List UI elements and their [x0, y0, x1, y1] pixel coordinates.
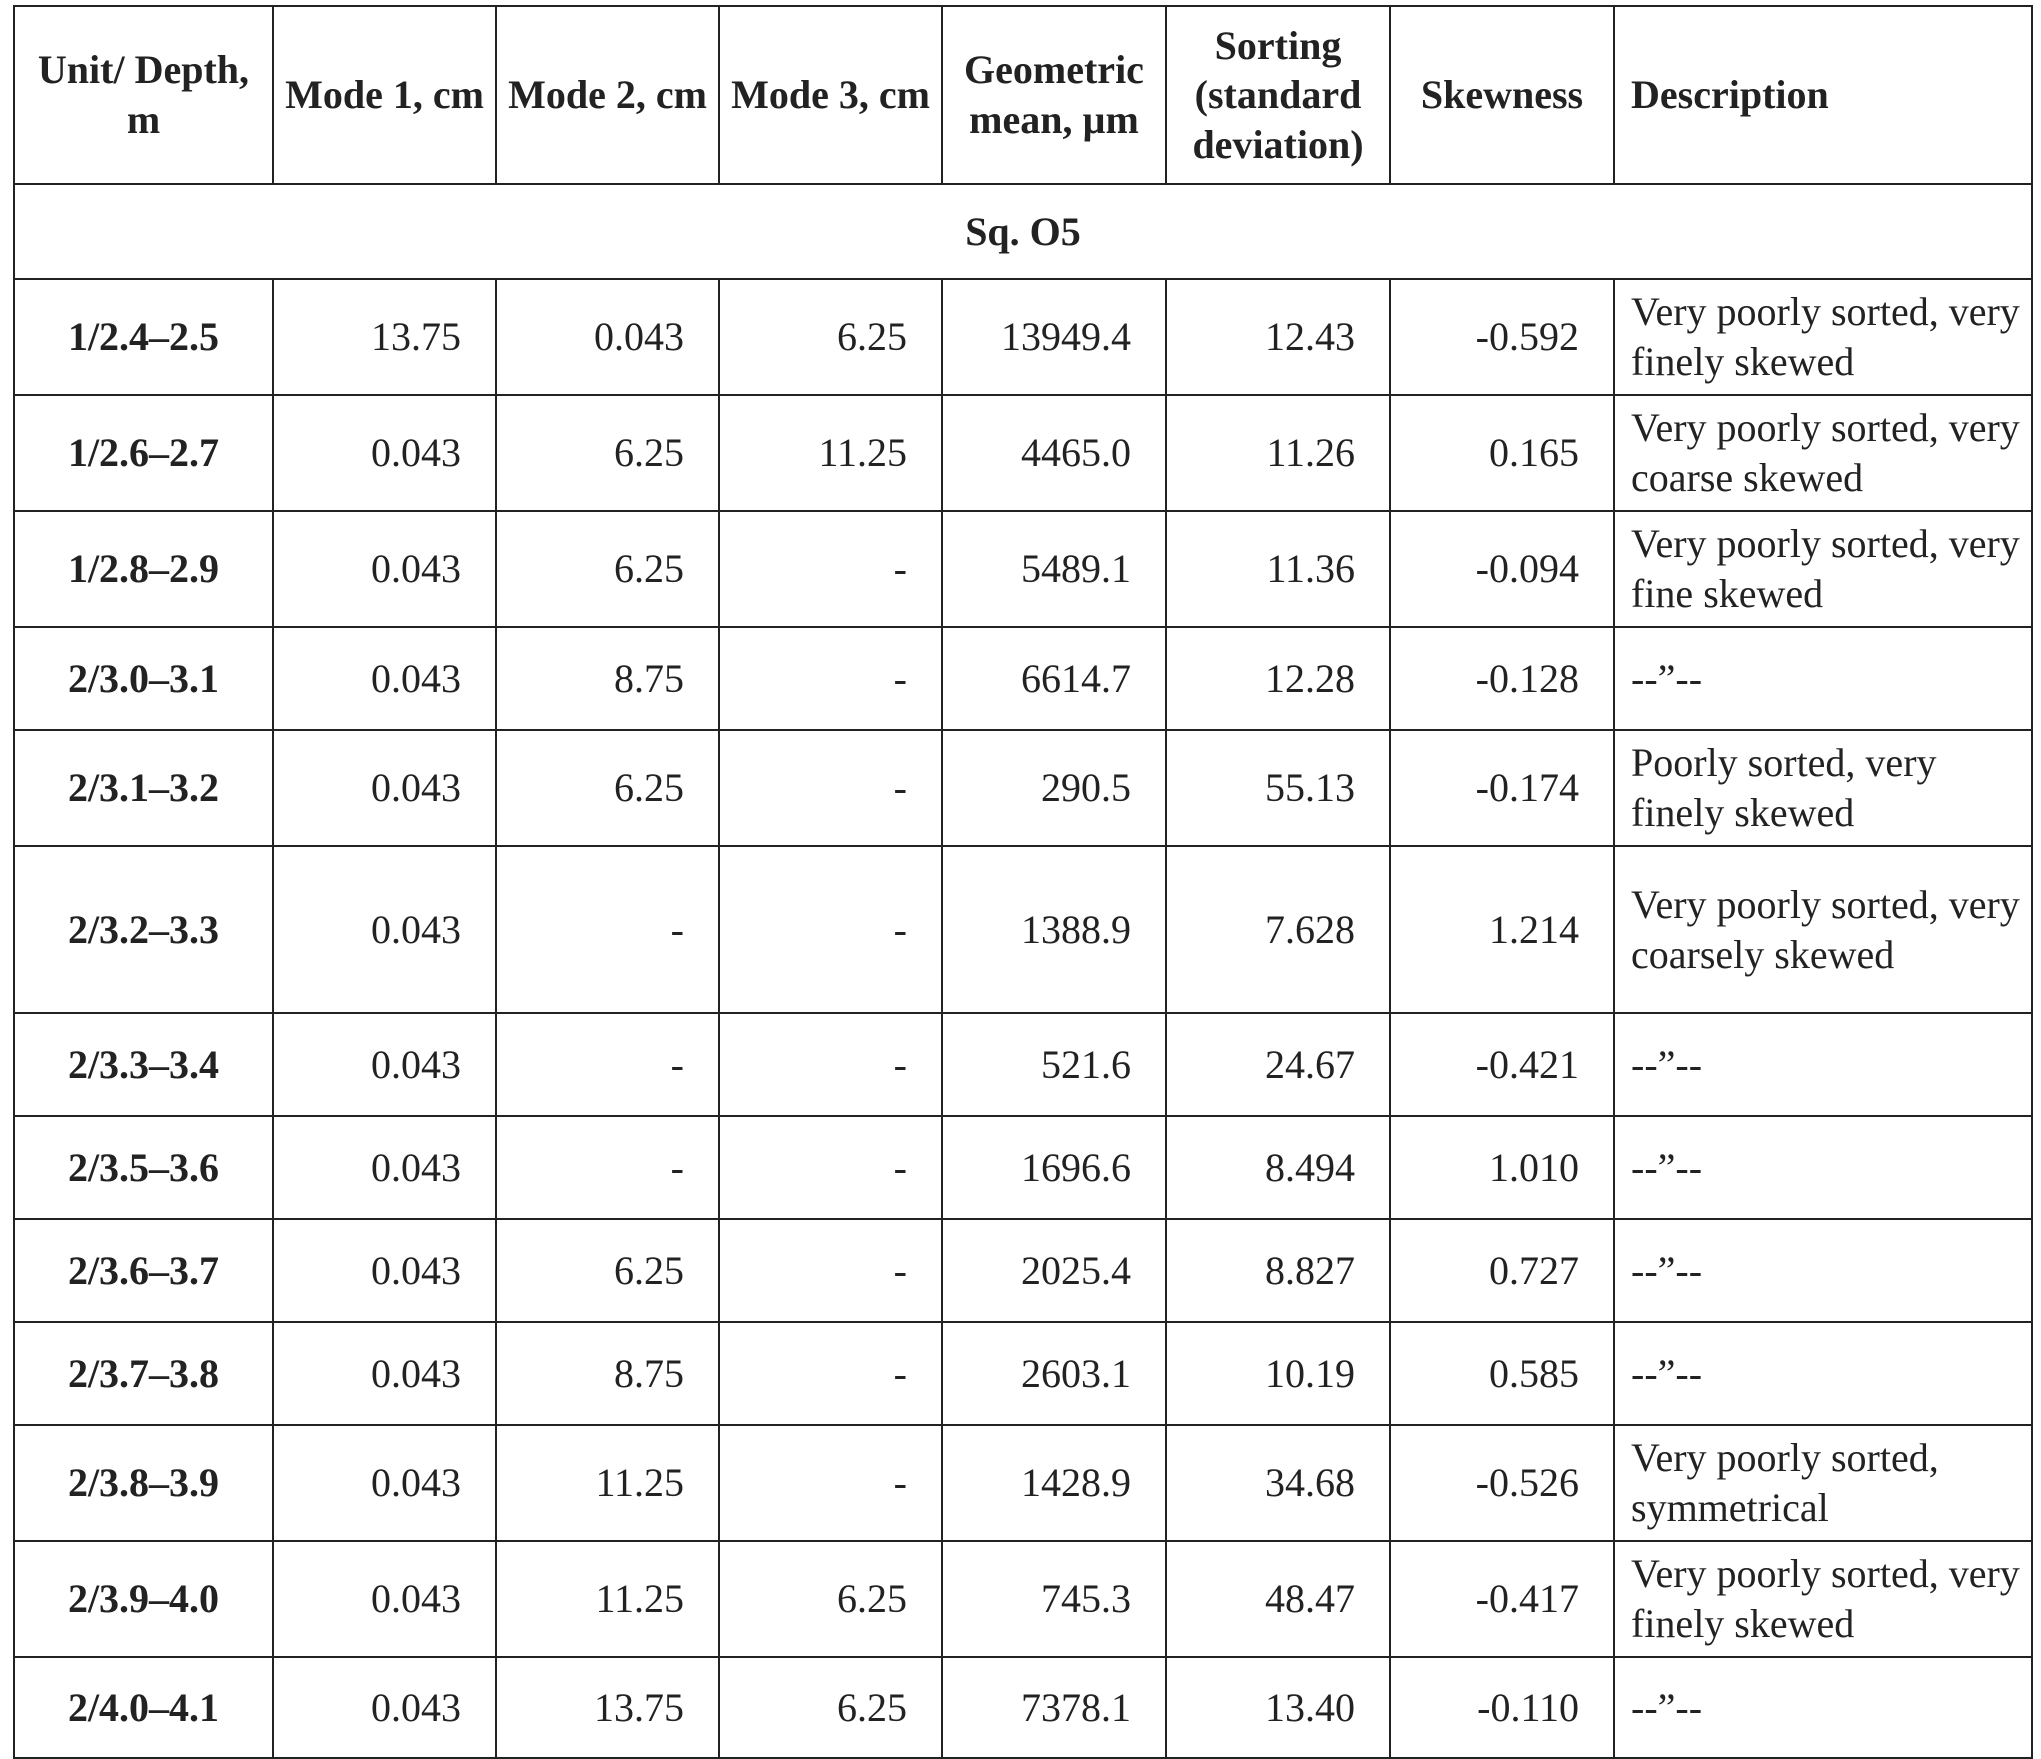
cell-mode-3: 6.25	[719, 1541, 942, 1657]
grain-size-table	[13, 5, 2033, 1759]
cell-geometric-mean: 2025.4	[942, 1219, 1166, 1322]
cell-geometric-mean: 290.5	[942, 730, 1166, 846]
cell-geometric-mean: 13949.4	[942, 279, 1166, 395]
cell-unit: 2/3.9–4.0	[14, 1541, 273, 1657]
cell-mode-3: -	[719, 627, 942, 730]
table-row	[14, 627, 2032, 730]
cell-skewness: -0.421	[1390, 1013, 1614, 1116]
cell-mode-1: 0.043	[273, 730, 496, 846]
table-row	[14, 279, 2032, 395]
cell-mode-2: 6.25	[496, 395, 719, 511]
cell-skewness: -0.417	[1390, 1541, 1614, 1657]
cell-mode-2: -	[496, 846, 719, 1013]
cell-description: --”--	[1614, 1219, 2032, 1322]
cell-sorting: 13.40	[1166, 1657, 1390, 1758]
cell-mode-3: -	[719, 511, 942, 627]
cell-unit: 2/3.7–3.8	[14, 1322, 273, 1425]
cell-mode-1: 0.043	[273, 1541, 496, 1657]
cell-unit: 2/3.3–3.4	[14, 1013, 273, 1116]
cell-mode-1: 0.043	[273, 1219, 496, 1322]
cell-mode-3: 6.25	[719, 1657, 942, 1758]
cell-sorting: 12.28	[1166, 627, 1390, 730]
header-description: Description	[1614, 6, 2032, 184]
cell-unit: 2/3.1–3.2	[14, 730, 273, 846]
cell-geometric-mean: 4465.0	[942, 395, 1166, 511]
cell-sorting: 8.494	[1166, 1116, 1390, 1219]
cell-mode-3: -	[719, 846, 942, 1013]
cell-skewness: 0.585	[1390, 1322, 1614, 1425]
cell-unit: 2/3.5–3.6	[14, 1116, 273, 1219]
cell-mode-1: 13.75	[273, 279, 496, 395]
cell-mode-2: 8.75	[496, 1322, 719, 1425]
cell-geometric-mean: 745.3	[942, 1541, 1166, 1657]
cell-description: --”--	[1614, 627, 2032, 730]
header-unit-depth: Unit/ Depth, m	[14, 6, 273, 184]
cell-sorting: 10.19	[1166, 1322, 1390, 1425]
header-mode-2: Mode 2, cm	[496, 6, 719, 184]
table-row	[14, 1116, 2032, 1219]
cell-mode-2: 8.75	[496, 627, 719, 730]
cell-mode-3: -	[719, 1322, 942, 1425]
cell-sorting: 11.26	[1166, 395, 1390, 511]
cell-mode-3: 11.25	[719, 395, 942, 511]
cell-mode-1: 0.043	[273, 1322, 496, 1425]
cell-mode-2: -	[496, 1116, 719, 1219]
cell-sorting: 11.36	[1166, 511, 1390, 627]
table-row	[14, 1219, 2032, 1322]
cell-sorting: 55.13	[1166, 730, 1390, 846]
cell-mode-3: -	[719, 1219, 942, 1322]
cell-unit: 2/3.6–3.7	[14, 1219, 273, 1322]
cell-skewness: 0.727	[1390, 1219, 1614, 1322]
header-mode-1: Mode 1, cm	[273, 6, 496, 184]
cell-unit: 2/3.2–3.3	[14, 846, 273, 1013]
cell-mode-3: -	[719, 1013, 942, 1116]
section-row	[14, 184, 2032, 279]
cell-geometric-mean: 7378.1	[942, 1657, 1166, 1758]
cell-sorting: 7.628	[1166, 846, 1390, 1013]
cell-mode-1: 0.043	[273, 1013, 496, 1116]
cell-geometric-mean: 1428.9	[942, 1425, 1166, 1541]
cell-mode-2: 0.043	[496, 279, 719, 395]
cell-mode-1: 0.043	[273, 1116, 496, 1219]
cell-skewness: -0.128	[1390, 627, 1614, 730]
cell-unit: 2/3.0–3.1	[14, 627, 273, 730]
data-table-container	[13, 5, 2033, 1759]
cell-description: Very poorly sorted, symmetrical	[1614, 1425, 2032, 1541]
cell-description: --”--	[1614, 1657, 2032, 1758]
cell-description: Very poorly sorted, very coarse skewed	[1614, 395, 2032, 511]
cell-mode-2: 11.25	[496, 1541, 719, 1657]
cell-skewness: -0.094	[1390, 511, 1614, 627]
cell-sorting: 12.43	[1166, 279, 1390, 395]
cell-mode-1: 0.043	[273, 395, 496, 511]
cell-sorting: 24.67	[1166, 1013, 1390, 1116]
header-sorting: Sorting (standard deviation)	[1166, 6, 1390, 184]
cell-skewness: -0.592	[1390, 279, 1614, 395]
cell-mode-1: 0.043	[273, 627, 496, 730]
cell-skewness: 1.214	[1390, 846, 1614, 1013]
cell-geometric-mean: 1388.9	[942, 846, 1166, 1013]
cell-mode-2: 6.25	[496, 511, 719, 627]
cell-mode-2: 6.25	[496, 730, 719, 846]
cell-sorting: 8.827	[1166, 1219, 1390, 1322]
cell-geometric-mean: 1696.6	[942, 1116, 1166, 1219]
cell-description: Poorly sorted, very finely skewed	[1614, 730, 2032, 846]
cell-sorting: 34.68	[1166, 1425, 1390, 1541]
table-row	[14, 730, 2032, 846]
table-row	[14, 1657, 2032, 1758]
table-row	[14, 1322, 2032, 1425]
header-row	[14, 6, 2032, 184]
table-row	[14, 846, 2032, 1013]
table-row	[14, 1425, 2032, 1541]
header-mode-3: Mode 3, cm	[719, 6, 942, 184]
cell-skewness: 0.165	[1390, 395, 1614, 511]
cell-mode-2: -	[496, 1013, 719, 1116]
cell-description: --”--	[1614, 1116, 2032, 1219]
header-geometric-mean: Geometric mean, µm	[942, 6, 1166, 184]
cell-mode-1: 0.043	[273, 1657, 496, 1758]
table-row	[14, 1541, 2032, 1657]
cell-description: Very poorly sorted, very fine skewed	[1614, 511, 2032, 627]
cell-unit: 1/2.6–2.7	[14, 395, 273, 511]
cell-description: --”--	[1614, 1013, 2032, 1116]
cell-description: --”--	[1614, 1322, 2032, 1425]
cell-geometric-mean: 5489.1	[942, 511, 1166, 627]
cell-geometric-mean: 2603.1	[942, 1322, 1166, 1425]
cell-mode-3: 6.25	[719, 279, 942, 395]
cell-sorting: 48.47	[1166, 1541, 1390, 1657]
section-title: Sq. O5	[14, 184, 2032, 279]
cell-mode-3: -	[719, 1425, 942, 1541]
header-skewness: Skewness	[1390, 6, 1614, 184]
cell-mode-1: 0.043	[273, 511, 496, 627]
cell-unit: 2/3.8–3.9	[14, 1425, 273, 1541]
cell-unit: 1/2.4–2.5	[14, 279, 273, 395]
table-row	[14, 1013, 2032, 1116]
cell-unit: 2/4.0–4.1	[14, 1657, 273, 1758]
table-row	[14, 395, 2032, 511]
cell-geometric-mean: 521.6	[942, 1013, 1166, 1116]
cell-description: Very poorly sorted, very coarsely skewed	[1614, 846, 2032, 1013]
cell-skewness: -0.110	[1390, 1657, 1614, 1758]
cell-description: Very poorly sorted, very finely skewed	[1614, 1541, 2032, 1657]
table-row	[14, 511, 2032, 627]
cell-geometric-mean: 6614.7	[942, 627, 1166, 730]
cell-mode-2: 6.25	[496, 1219, 719, 1322]
cell-skewness: 1.010	[1390, 1116, 1614, 1219]
cell-mode-2: 13.75	[496, 1657, 719, 1758]
cell-unit: 1/2.8–2.9	[14, 511, 273, 627]
cell-mode-2: 11.25	[496, 1425, 719, 1541]
cell-description: Very poorly sorted, very finely skewed	[1614, 279, 2032, 395]
cell-skewness: -0.174	[1390, 730, 1614, 846]
cell-mode-1: 0.043	[273, 846, 496, 1013]
cell-mode-3: -	[719, 730, 942, 846]
cell-skewness: -0.526	[1390, 1425, 1614, 1541]
cell-mode-3: -	[719, 1116, 942, 1219]
cell-mode-1: 0.043	[273, 1425, 496, 1541]
